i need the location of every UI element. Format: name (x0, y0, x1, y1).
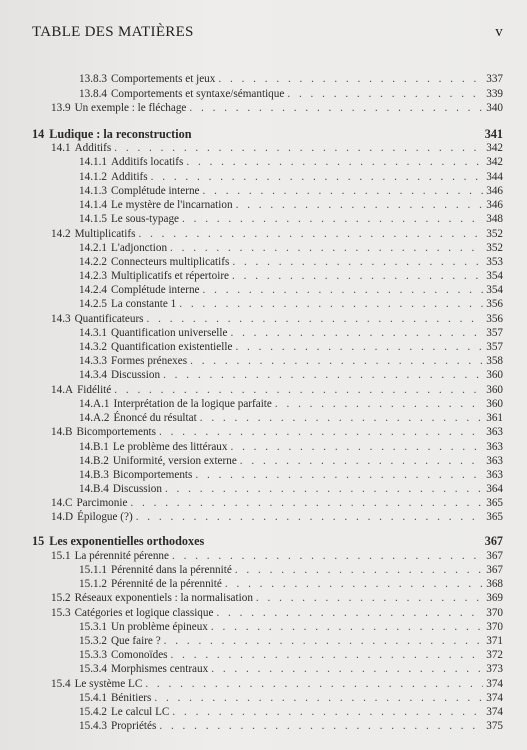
toc-leader-dots (147, 312, 484, 326)
toc-subsection-entry (79, 212, 503, 226)
toc-entry-number: 14.2 (51, 228, 71, 240)
toc-subsection-entry (79, 454, 503, 468)
toc-section-entry (51, 227, 503, 241)
toc-subsection-entry (79, 411, 503, 425)
toc-entry-title: Discussion (112, 483, 162, 495)
toc-entry-title: Catégories et logique classique (74, 607, 214, 619)
toc-entry-title: Énoncé du résultat (113, 412, 197, 424)
toc-entry-number: 14.1.5 (79, 213, 107, 225)
toc-leader-dots (172, 549, 483, 563)
toc-entry-title: Comportements et syntaxe/sémantique (110, 88, 285, 100)
toc-entry-page: 364 (486, 483, 503, 495)
toc-entry-number: 14.1.4 (79, 199, 107, 211)
toc-entry-title: Additifs (110, 171, 148, 183)
toc-entry-page: 363 (486, 426, 503, 438)
toc-entry-title: Multiplicatifs (74, 228, 136, 240)
toc-entry-number: 15 (32, 534, 45, 548)
toc-entry-title: Comonoïdes (110, 649, 168, 661)
toc-leader-dots (203, 283, 484, 297)
toc-subsection-entry (79, 482, 503, 496)
toc-leader-dots (225, 577, 483, 591)
toc-entry-page: 354 (486, 284, 503, 296)
toc-entry-page: 360 (486, 384, 503, 396)
toc-entry-page: 339 (486, 88, 503, 100)
toc-entry-number: 14.2.2 (79, 256, 107, 268)
toc-entry-number: 14.1.1 (79, 156, 107, 168)
toc-leader-dots (203, 184, 484, 198)
toc-entry-title: Le mystère de l'incarnation (110, 199, 233, 211)
toc-entry-page: 363 (486, 469, 503, 481)
toc-leader-dots (154, 691, 483, 705)
toc-entry-page: 369 (486, 592, 503, 604)
toc-entry-page: 363 (486, 441, 503, 453)
toc-leader-dots (236, 198, 484, 212)
toc-entry-number: 14.1.3 (79, 185, 107, 197)
toc-entry-title: Quantification existentielle (110, 341, 233, 353)
toc-section-entry (51, 549, 503, 563)
toc-entry-title: Que faire ? (110, 635, 161, 647)
toc-entry-page: 365 (486, 511, 503, 523)
toc-leader-dots (114, 383, 483, 397)
toc-entry-page: 346 (486, 185, 503, 197)
toc-entry-number: 14.3 (51, 313, 71, 325)
toc-entry-title: La pérennité pérenne (74, 550, 169, 562)
toc-entry-title: Propriétés (110, 720, 157, 732)
toc-leader-dots (218, 72, 483, 86)
toc-entry-page: 342 (486, 142, 503, 154)
toc-entry-page: 374 (486, 692, 503, 704)
toc-entry-page: 375 (486, 720, 503, 732)
toc-entry-number: 14.3.4 (79, 369, 107, 381)
toc-entry-number: 15.3.3 (79, 649, 107, 661)
toc-entry-title: Additifs locatifs (110, 156, 184, 168)
toc-subsection-entry (79, 719, 503, 733)
toc-leader-dots (138, 227, 483, 241)
toc-entry-number: 15.4.2 (79, 706, 107, 718)
toc-chapter-entry (32, 126, 503, 142)
toc-chapter-entry (32, 533, 503, 549)
toc-leader-dots (165, 482, 483, 496)
toc-entry-number: 14.1.2 (79, 171, 107, 183)
toc-leader-dots (186, 155, 483, 169)
toc-entry-number: 14.B.4 (79, 483, 109, 495)
toc-subsection-entry (79, 354, 503, 368)
toc-entry-page: 363 (486, 455, 503, 467)
toc-leader-dots (164, 634, 484, 648)
toc-entry-title: Épilogue (?) (77, 511, 133, 523)
toc-subsection-entry (79, 705, 503, 719)
toc-section-entry (51, 510, 503, 524)
toc-subsection-entry (79, 691, 503, 705)
toc-entry-page: 337 (486, 73, 503, 85)
toc-subsection-entry (79, 297, 503, 311)
toc-subsection-entry (79, 72, 503, 86)
toc-leader-dots (171, 648, 484, 662)
toc-leader-dots (163, 368, 483, 382)
toc-entry-title: Additifs (74, 142, 112, 154)
toc-section-entry (51, 496, 503, 510)
toc-entry-title: Bicomportements (76, 426, 156, 438)
toc-subsection-entry (79, 563, 503, 577)
toc-entry-title: Fidélité (77, 384, 112, 396)
toc-entry-page: 372 (486, 649, 503, 661)
toc-leader-dots (275, 397, 483, 411)
toc-leader-dots (230, 326, 483, 340)
toc-leader-dots (172, 705, 483, 719)
toc-entry-title: Morphismes centraux (110, 663, 209, 675)
toc-entry-title: Pérennité dans la pérennité (110, 564, 232, 576)
toc-subsection-entry (79, 634, 503, 648)
toc-entry-title: Complétude interne (110, 185, 200, 197)
toc-subsection-entry (79, 368, 503, 382)
toc-entry-number: 13.9 (51, 102, 71, 114)
toc-entry-number: 14 (32, 127, 45, 141)
toc-leader-dots (159, 719, 483, 733)
toc-entry-page: 341 (484, 127, 503, 141)
toc-entry-page: 353 (486, 256, 503, 268)
toc-section-entry (51, 383, 503, 397)
toc-entry-page: 352 (486, 242, 503, 254)
toc-entry-page: 365 (486, 497, 503, 509)
toc-entry-number: 15.3.1 (79, 621, 107, 633)
toc-leader-dots (232, 269, 483, 283)
toc-entry-page: 367 (484, 534, 503, 548)
running-head-page-number: v (495, 24, 503, 40)
toc-entry-number: 15.1.1 (79, 564, 107, 576)
toc-entry-title: Interprétation de la logique parfaite (113, 398, 272, 410)
toc-entry-number: 14.B.1 (79, 441, 109, 453)
toc-entry-number: 15.3.4 (79, 663, 107, 675)
toc-entry-page: 357 (486, 327, 503, 339)
toc-entry-page: 374 (486, 678, 503, 690)
toc-entry-title: Réseaux exponentiels : la normalisation (74, 592, 253, 604)
toc-entry-number: 14.D (51, 511, 74, 523)
toc-subsection-entry (79, 468, 503, 482)
toc-subsection-entry (79, 662, 503, 676)
toc-entry-number: 15.4.1 (79, 692, 107, 704)
toc-subsection-entry (79, 184, 503, 198)
toc-entry-page: 358 (486, 355, 503, 367)
toc-entry-title: Bicomportements (112, 469, 193, 481)
toc-entry-number: 14.3.1 (79, 327, 107, 339)
toc-entry-page: 352 (486, 228, 503, 240)
running-head-title: TABLE DES MATIÈRES (32, 24, 194, 40)
toc-entry-page: 346 (486, 199, 503, 211)
toc-entry-title: Le sous-typage (110, 213, 180, 225)
toc-entry-number: 14.A.2 (79, 412, 110, 424)
toc-entry-number: 14.2.1 (79, 242, 107, 254)
toc-leader-dots (235, 563, 483, 577)
toc-entry-title: La constante 1 (110, 298, 177, 310)
toc-entry-title: Uniformité, version externe (112, 455, 237, 467)
toc-entry-number: 15.1 (51, 550, 71, 562)
toc-entry-title: Un problème épineux (110, 621, 208, 633)
toc-entry-title: Multiplicatifs et répertoire (110, 270, 230, 282)
toc-entry-page: 370 (486, 607, 503, 619)
toc-subsection-entry (79, 198, 503, 212)
toc-entry-number: 15.3 (51, 607, 71, 619)
toc-section-entry (51, 677, 503, 691)
toc-entry-page: 356 (486, 298, 503, 310)
toc-subsection-entry (79, 255, 503, 269)
toc-leader-dots (240, 454, 483, 468)
toc-entry-page: 367 (486, 564, 503, 576)
toc-entry-page: 354 (486, 270, 503, 282)
toc-section-entry (51, 312, 503, 326)
toc-leader-dots (145, 677, 483, 691)
toc-subsection-entry (79, 648, 503, 662)
toc-leader-dots (179, 297, 483, 311)
toc-section-entry (51, 141, 503, 155)
toc-entry-title: Comportements et jeux (110, 73, 216, 85)
toc-entry-number: 14.A.1 (79, 398, 110, 410)
toc-subsection-entry (79, 397, 503, 411)
toc-entry-title: L'adjonction (110, 242, 168, 254)
toc-subsection-entry (79, 326, 503, 340)
toc-subsection-entry (79, 155, 503, 169)
toc-leader-dots (130, 496, 483, 510)
toc-entry-number: 15.4 (51, 678, 71, 690)
toc-entry-title: Discussion (110, 369, 161, 381)
toc-entry-title: Le système LC (74, 678, 143, 690)
toc-leader-dots (230, 440, 483, 454)
toc-entry-page: 357 (486, 341, 503, 353)
toc-leader-dots (136, 510, 484, 524)
toc-entry-number: 13.8.4 (79, 88, 107, 100)
toc-entry-number: 14.A (51, 384, 74, 396)
toc-entry-number: 14.3.2 (79, 341, 107, 353)
toc-entry-page: 361 (486, 412, 503, 424)
toc-entry-title: Bénitiers (110, 692, 152, 704)
toc-leader-dots (211, 662, 483, 676)
toc-entry-number: 14.1 (51, 142, 71, 154)
toc-leader-dots (216, 606, 483, 620)
toc-leader-dots (190, 354, 483, 368)
toc-section-entry (51, 591, 503, 605)
toc-entry-page: 344 (486, 171, 503, 183)
toc-entry-number: 15.1.2 (79, 578, 107, 590)
toc-entry-page: 356 (486, 313, 503, 325)
toc-entry-number: 15.2 (51, 592, 71, 604)
toc-entry-number: 14.B.3 (79, 469, 109, 481)
toc-leader-dots (189, 101, 483, 115)
toc-entry-title: Le problème des littéraux (112, 441, 228, 453)
toc-subsection-entry (79, 170, 503, 184)
toc-leader-dots (159, 425, 483, 439)
toc-entry-page: 373 (486, 663, 503, 675)
toc-entry-page: 370 (486, 621, 503, 633)
toc-subsection-entry (79, 283, 503, 297)
toc-entry-title: Le calcul LC (110, 706, 170, 718)
toc-leader-dots (211, 620, 483, 634)
toc-entry-number: 14.2.4 (79, 284, 107, 296)
toc-entry-page: 374 (486, 706, 503, 718)
toc-entry-number: 15.4.3 (79, 720, 107, 732)
toc-leader-dots (182, 212, 483, 226)
toc-leader-dots (195, 468, 483, 482)
toc-subsection-entry (79, 269, 503, 283)
toc-entry-number: 14.2.3 (79, 270, 107, 282)
toc-leader-dots (235, 340, 483, 354)
toc-section-entry (51, 425, 503, 439)
toc-entry-title: Pérennité de la pérennité (110, 578, 222, 590)
toc-subsection-entry (79, 340, 503, 354)
toc-entry-page: 360 (486, 398, 503, 410)
toc-entry-page: 360 (486, 369, 503, 381)
toc-entry-title: Quantificateurs (74, 313, 144, 325)
toc-leader-dots (256, 591, 483, 605)
toc-entry-page: 340 (486, 102, 503, 114)
toc-subsection-entry (79, 577, 503, 591)
toc-entry-number: 14.3.3 (79, 355, 107, 367)
toc-entry-title: Ludique : la reconstruction (49, 127, 192, 141)
toc-leader-dots (170, 241, 483, 255)
toc-entry-title: Formes prénexes (110, 355, 188, 367)
toc-section-entry (51, 101, 503, 115)
toc-entry-number: 14.C (51, 497, 73, 509)
toc-leader-dots (287, 87, 483, 101)
toc-entry-page: 367 (486, 550, 503, 562)
toc-entry-number: 13.8.3 (79, 73, 107, 85)
toc-leader-dots (114, 141, 483, 155)
toc-entry-page: 342 (486, 156, 503, 168)
toc-entry-page: 368 (486, 578, 503, 590)
toc-entry-page: 348 (486, 213, 503, 225)
toc-entry-number: 14.B.2 (79, 455, 109, 467)
toc-leader-dots (151, 170, 484, 184)
toc-section-entry (51, 606, 503, 620)
toc-entry-title: Les exponentielles orthodoxes (49, 534, 205, 548)
toc-subsection-entry (79, 620, 503, 634)
toc-leader-dots (200, 411, 483, 425)
toc-subsection-entry (79, 87, 503, 101)
toc-entry-title: Un exemple : le fléchage (74, 102, 187, 114)
toc-entry-page: 371 (486, 635, 503, 647)
toc-entry-title: Connecteurs multiplicatifs (110, 256, 230, 268)
toc-subsection-entry (79, 440, 503, 454)
toc-entry-title: Parcimonie (76, 497, 128, 509)
toc-subsection-entry (79, 241, 503, 255)
toc-entry-title: Complétude interne (110, 284, 200, 296)
toc-entry-title: Quantification universelle (110, 327, 228, 339)
toc-entry-number: 14.2.5 (79, 298, 107, 310)
toc-entry-number: 15.3.2 (79, 635, 107, 647)
toc-leader-dots (232, 255, 483, 269)
toc-entry-number: 14.B (51, 426, 73, 438)
